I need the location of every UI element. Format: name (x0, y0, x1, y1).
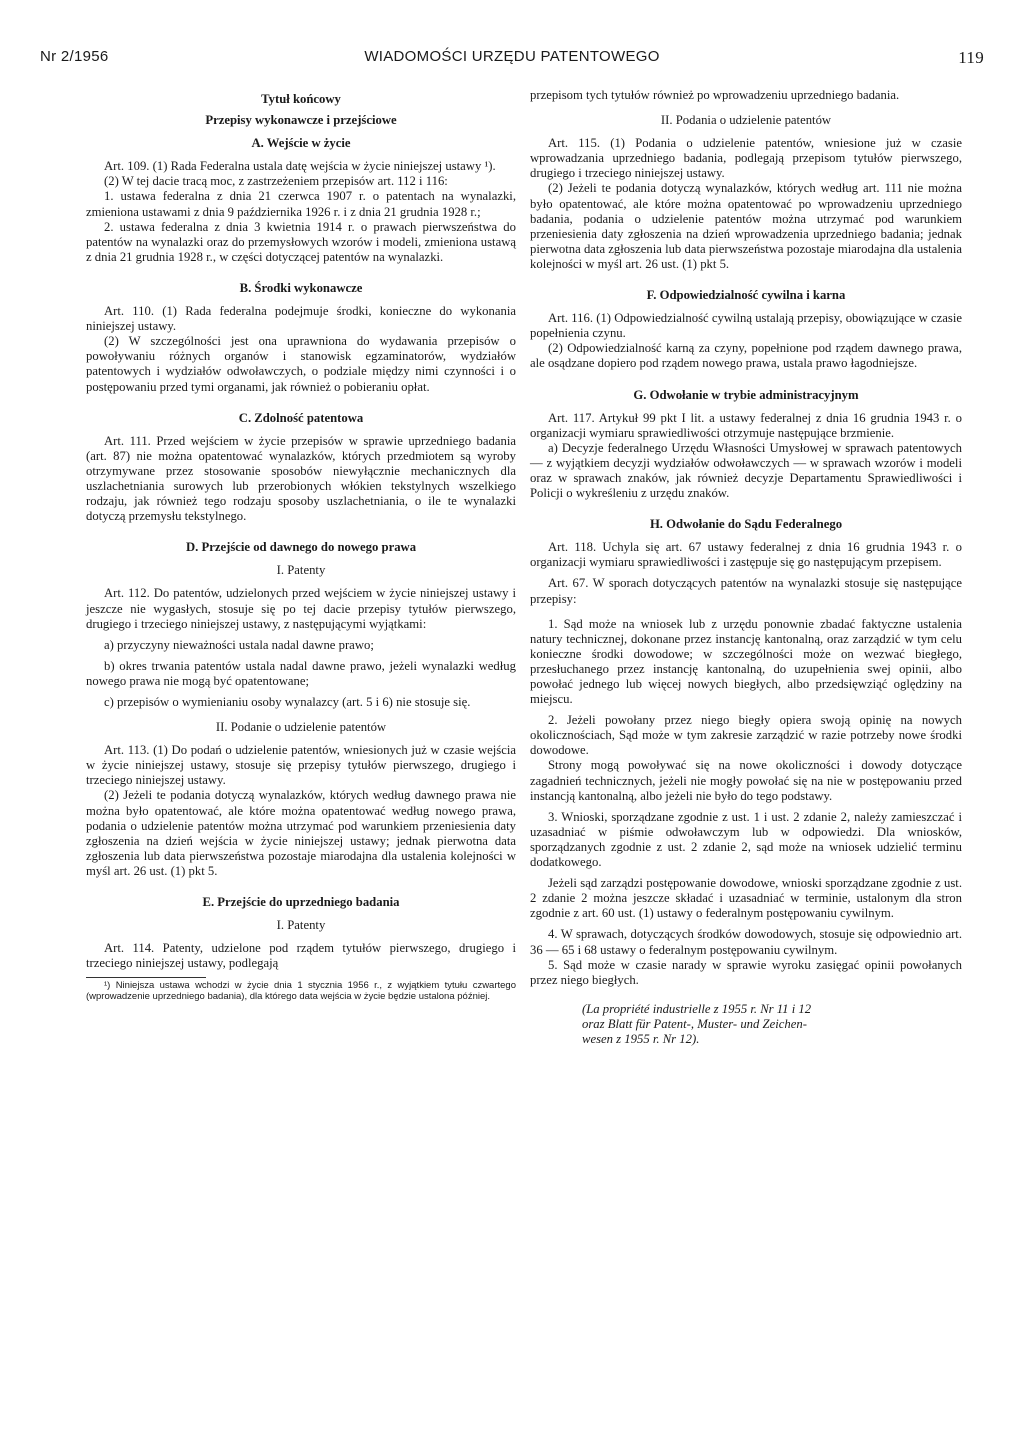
running-header (40, 48, 984, 70)
art-113-1: Art. 113. (1) Do podań o udzielenie patentów, wniesionych już w czasie wejścia w życie niniejszej ustawy, stosuje się przepisy tytułów pierwszego, drugiego i trzeciego niniejszej ustawy. (86, 743, 516, 788)
left-column (86, 88, 516, 1002)
title-subheading: Przepisy wykonawcze i przejściowe (205, 113, 397, 128)
issue-number: Nr 2/1956 (40, 48, 109, 65)
section-g-heading: G. Odwołanie w trybie administracyjnym (633, 387, 859, 402)
art-113-2: (2) Jeżeli te podania dotyczą wynalazków, których według dawnego prawa nie można było opatentować, ale które można opatentować według nowego prawa, podania o udzielenie patentów można utrzymać pod warunkiem przeniesienia daty zgłoszenia na dzień wejścia w życie niniejszej ustawy; jednak pierwotna data zgłoszenia lub data pierwszeństwa pozostaje miarodajna dla ustalenia kolejności w myśl art. 26 ust. (1) pkt 5. (86, 788, 516, 878)
art-67-point-2: 2. Jeżeli powołany przez niego biegły opiera swoją opinię na nowych okolicznościach, Sąd może w tym zakresie zarządzić w razie potrzeby nowe środki dowodowe. (530, 713, 962, 758)
art-109-2: (2) W tej dacie tracą moc, z zastrzeżeniem przepisów art. 112 i 116: (104, 174, 448, 189)
art-67-point-2-continued: Strony mogą powoływać się na nowe okoliczności i dowody dotyczące zagadnień technicznych, jeżeli nie mogły powołać się na nie w postępowaniu przed instancją kantonalną, albo jeżeli nie było do tego podstawy. (530, 758, 962, 803)
art-67-point-3-continued: Jeżeli sąd zarządzi postępowanie dowodowe, wnioski sporządzane zgodnie z ust. 2 zdanie 2 można jeszcze składać i uzasadniać w terminie, ustalonym dla stron zgodnie z art. 60 ust. (1) ustawy o federalnym postępowaniu cywilnym. (530, 876, 962, 921)
art-109-2-item-2: 2. ustawa federalna z dnia 3 kwietnia 1914 r. o prawach pierwszeństwa do patentów na wynalazki oraz do przemysłowych wzorów i modeli, zmieniona ustawą z dnia 21 grudnia 1928 r., w części dotyczącej patentów na wynalazki. (86, 219, 516, 264)
art-112-c: c) przepisów o wymienianiu osoby wynalazcy (art. 5 i 6) nie stosuje się. (104, 695, 471, 709)
art-112-a: a) przyczyny nieważności ustala nadal dawne prawo; (104, 637, 374, 652)
art-115-1: Art. 115. (1) Podania o udzielenie patentów, wniesione już w czasie wprowadzania uprzedniego badania, podlegają przepisom tytułów pierwszego, drugiego i trzeciego niniejszej ustawy. (530, 136, 962, 181)
section-e-sub-1: I. Patenty (276, 918, 326, 933)
section-e-heading: E. Przejście do uprzedniego badania (202, 895, 400, 910)
art-116-2: (2) Odpowiedzialność karną za czyny, popełnione pod rządem dawnego prawa, ale osądzane dopiero pod rządem nowego prawa, ustala prawo łagodniejsze. (530, 341, 962, 371)
section-b-heading: B. Środki wykonawcze (239, 280, 363, 295)
footnote-rule (86, 977, 206, 978)
section-h-heading: H. Odwołanie do Sądu Federalnego (649, 517, 843, 532)
art-114-continued: przepisom tych tytułów również po wprowadzeniu uprzedniego badania. (530, 88, 900, 102)
art-109-2-item-1: 1. ustawa federalna z dnia 21 czerwca 1907 r. o patentach na wynalazki, zmieniona ustawami z dnia 9 października 1926 r. i z dnia 21 grudnia 1928 r.; (86, 189, 516, 219)
art-117-a: a) Decyzje federalnego Urzędu Własności Umysłowej w sprawach patentowych — z wyjątkiem decyzji wydziałów odwoławczych — w sprawach wzorów i modeli oraz w sprawach znaków, jak również decyzje Departamentu Sprawiedliwości i Policji o wykreśleniu z urzędu znaków. (530, 440, 962, 501)
footnote: ¹) Niniejsza ustawa wchodzi w życie dnia 1 stycznia 1956 r., z wyjątkiem tytułu czwartego (wprowadzenie uprzedniego badania), dla którego data wejścia w życie będzie ustalona później. (86, 980, 516, 1003)
section-f-heading: F. Odpowiedzialność cywilna i karna (646, 288, 846, 303)
art-67-point-4: 4. W sprawach, dotyczących środków dowodowych, stosuje się odpowiednio art. 36 — 65 i 68 ustawy o federalnym postępowaniu cywilnym. (530, 927, 962, 957)
art-117: Art. 117. Artykuł 99 pkt I lit. a ustawy federalnej z dnia 16 grudnia 1943 r. o organizacji wymiaru sprawiedliwości otrzymuje następujące brzmienie. (530, 410, 962, 440)
art-112-b: b) okres trwania patentów ustala nadal dawne prawo, jeżeli wynalazki według nowego prawa nie mogą być opatentowane; (86, 658, 516, 688)
art-109-1: Art. 109. (1) Rada Federalna ustala datę wejścia w życie niniejszej ustawy ¹). (104, 159, 496, 174)
source-citation (530, 1002, 962, 1047)
title-heading: Tytuł końcowy (261, 92, 341, 106)
section-a-heading: A. Wejście w życie (251, 136, 351, 151)
art-67-point-1: 1. Sąd może na wniosek lub z urzędu ponownie zbadać faktyczne ustalenia natury technicznej, dokonane przez instancję kantonalną, oraz zarządzić w tym celu konieczne środki dowodowe; w szczególności może on wezwać biegłego, przesłuchanego przez instancję kantonalną, do uzupełnienia swej opinii, albo powołać jednego lub więcej nowych biegłych, albo przedsięwziąć oględziny na miejscu. (530, 616, 962, 707)
art-67-point-5: 5. Sąd może w czasie narady w sprawie wyroku zasięgać opinii powołanych przez niego biegłych. (530, 957, 962, 987)
art-118: Art. 118. Uchyla się art. 67 ustawy federalnej z dnia 16 grudnia 1943 r. o organizacji wymiaru sprawiedliwości i zastępuje się go następującym przepisem. (530, 540, 962, 570)
page-number: 119 (958, 48, 984, 67)
art-110-2: (2) W szczególności jest ona uprawniona do wydawania przepisów o powoływaniu różnych organów i stanowisk egzaminatorów, wydziałów patentowych i wydziałów odwoławczych, o podziale między nimi czynności i o postępowaniu przed tymi organami, jak również o pobieraniu opłat. (86, 334, 516, 394)
journal-title: WIADOMOŚCI URZĘDU PATENTOWEGO (364, 48, 660, 65)
section-d-heading: D. Przejście od dawnego do nowego prawa (185, 540, 417, 555)
citation-line-3: wesen z 1955 r. Nr 12). (582, 1031, 700, 1046)
art-111: Art. 111. Przed wejściem w życie przepisów w sprawie uprzedniego badania (art. 87) nie można opatentować wynalazków, których przedmiotem są wyroby otrzymywane przez stosowanie sposobów niewyłącznie mechanicznych dla uszlachetniania surowych lub przerobionych włókien tekstylnych wszelkiego rodzaju, jak również tego rodzaju sposoby uszlachetniania, o ile te wynalazki dotyczą przemysłu tekstylnego. (86, 433, 516, 524)
art-115-2: (2) Jeżeli te podania dotyczą wynalazków, których według art. 111 nie można było opatentować, ale które można opatentować po wprowadzeniu uprzedniego badania, podania o udzielenie patentów można utrzymać pod warunkiem przeniesienia daty zgłoszenia na dzień wprowadzenia uprzedniego badania; jednak pierwotna data zgłoszenia lub data pierwszeństwa pozostaje miarodajna dla ustalenia kolejności w myśl art. 26 ust. (1) pkt 5. (530, 181, 962, 271)
art-67: Art. 67. W sporach dotyczących patentów na wynalazki stosuje się następujące przepisy: (530, 576, 962, 606)
art-116-1: Art. 116. (1) Odpowiedzialność cywilną ustalają przepisy, obowiązujące w czasie popełnienia czynu. (530, 311, 962, 341)
section-d-sub-2: II. Podanie o udzielenie patentów (215, 720, 387, 735)
section-d-sub-1: I. Patenty (276, 563, 326, 578)
art-112: Art. 112. Do patentów, udzielonych przed wejściem w życie niniejszej ustawy i jeszcze nie wygasłych, stosuje się po tej dacie przepisy tytułów pierwszego, drugiego i trzeciego niniejszej ustawy, z następującymi wyjątkami: (86, 586, 516, 631)
section-e-sub-2: II. Podania o udzielenie patentów (660, 113, 832, 128)
art-114: Art. 114. Patenty, udzielone pod rządem tytułów pierwszego, drugiego i trzeciego niniejszej ustawy, podlegają (86, 941, 516, 971)
art-110-1: Art. 110. (1) Rada federalna podejmuje środki, konieczne do wykonania niniejszej ustawy. (86, 304, 516, 334)
section-c-heading: C. Zdolność patentowa (238, 410, 364, 425)
right-column (530, 88, 962, 1047)
art-67-point-3: 3. Wnioski, sporządzane zgodnie z ust. 1 i ust. 2 zdanie 2, należy zamieszczać i uzasadniać w piśmie odwoławczym lub w odpowiedzi. Dla wniosków, sporządzanych zgodnie z ust. 2 zdanie 2, sąd może na wniosek udzielić terminu dodatkowego. (530, 809, 962, 870)
citation-line-2: oraz Blatt für Patent-, Muster- und Zeichen- (582, 1016, 807, 1031)
citation-line-1: (La propriété industrielle z 1955 r. Nr 11 i 12 (582, 1001, 812, 1016)
